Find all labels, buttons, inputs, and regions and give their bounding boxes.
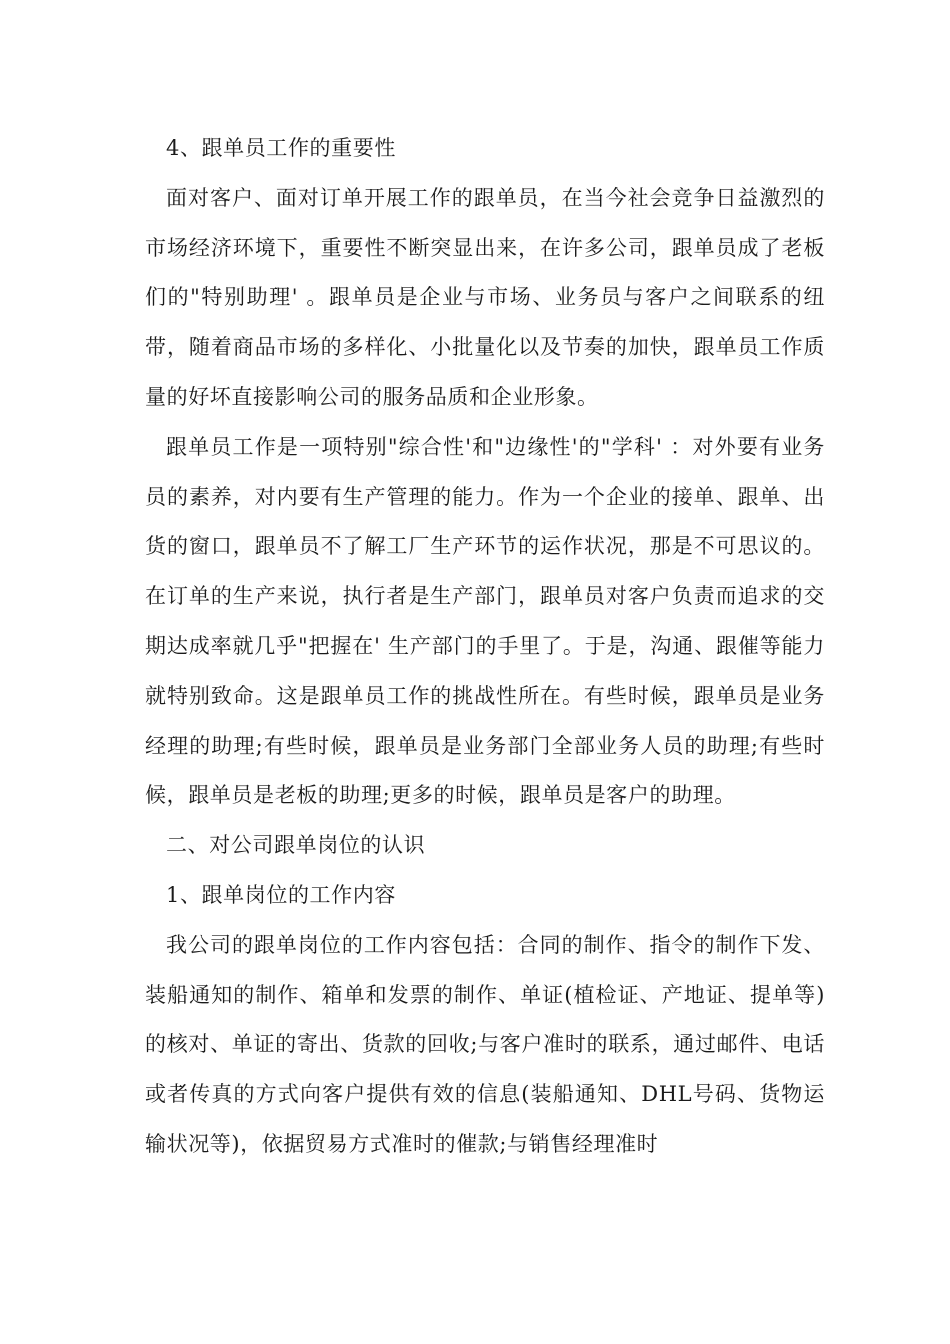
paragraph-job-content: 我公司的跟单岗位的工作内容包括：合同的制作、指令的制作下发、装船通知的制作、箱单和发票的制作、单证(植检证、产地证、提单等)的核对、单证的寄出、货款的回收;与客户准时的联系，通过邮件、电话或者传真的方式向客户提供有效的信息(装船通知、DHL号码、货物运输状况等)，依据贸易方式准时的催款;与销售经理准时	[145, 932, 825, 1156]
section-heading-importance: 4、跟单员工作的重要性	[166, 136, 396, 160]
paragraph-importance-intro: 面对客户、面对订单开展工作的跟单员，在当今社会竞争日益激烈的市场经济环境下，重要性不断突显出来，在许多公司，跟单员成了老板们的"特别助理' 。跟单员是企业与市场、业务员与客户之间联系的纽带，随着商品市场的多样化、小批量化以及节奏的加快，跟单员工作质量的好坏直接影响公司的服务品质和企业形象。	[145, 185, 825, 409]
paragraph-comprehensive-discipline: 跟单员工作是一项特别"综合性'和"边缘性'的"学科' ：对外要有业务员的素养，对内要有生产管理的能力。作为一个企业的接单、跟单、出货的窗口，跟单员不了解工厂生产环节的运作状况，那是不可思议的。在订单的生产来说，执行者是生产部门，跟单员对客户负责而追求的交期达成率就几乎"把握在' 生产部门的手里了。于是，沟通、跟催等能力就特别致命。这是跟单员工作的挑战性所在。有些时候，跟单员是业务经理的助理;有些时候，跟单员是业务部门全部业务人员的助理;有些时候，跟单员是老板的助理;更多的时候，跟单员是客户的助理。	[145, 434, 825, 808]
chapter-heading-understanding: 二、对公司跟单岗位的认识	[166, 833, 426, 858]
document-body	[145, 124, 825, 1170]
section-heading-job-content: 1、跟单岗位的工作内容	[166, 882, 396, 907]
